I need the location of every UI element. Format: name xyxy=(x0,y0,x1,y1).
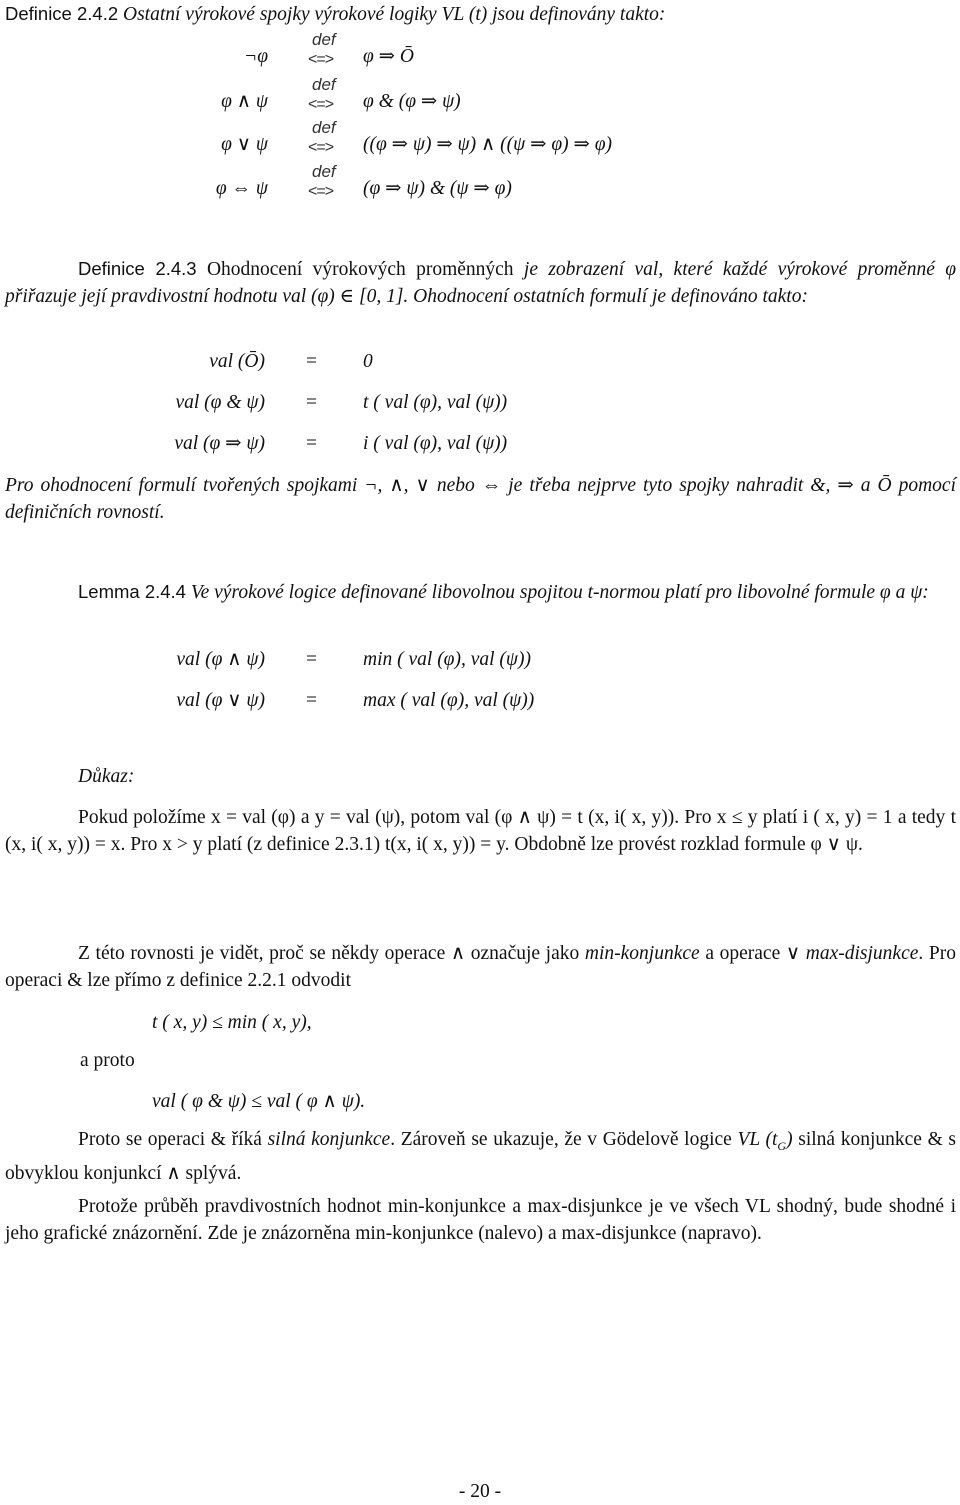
eq-sign: = xyxy=(306,351,317,372)
def-equivalence-symbol: def <=> xyxy=(308,118,336,156)
inequality-t-min: t ( x, y) ≤ min ( x, y), xyxy=(152,1012,312,1033)
term-silna-konjunkce: silná konjunkce xyxy=(267,1129,391,1150)
eq-sign: = xyxy=(306,392,317,413)
def-row-disjunction xyxy=(0,118,960,158)
text: a operace ∨ xyxy=(699,943,806,964)
eq-left: val (Ō) xyxy=(209,351,265,372)
definition-note: Pro ohodnocení formulí tvořených spojkami ¬, ∧, ∨ nebo ⇔ je třeba nejprve tyto spojky nahradit &, ⇒ a Ō pomocí definičních rovností. xyxy=(5,475,956,523)
def-left: ¬φ xyxy=(244,46,268,67)
def-row-negation xyxy=(0,30,960,70)
paragraph-strong-conjunction xyxy=(5,1126,956,1187)
text: ) xyxy=(786,1129,793,1150)
eq-sign: = xyxy=(306,433,317,454)
def-right: φ ⇒ Ō xyxy=(363,46,414,67)
def-equivalence-symbol: def <=> xyxy=(308,30,336,68)
term-vl-tg: VL (t xyxy=(737,1129,778,1150)
def-row-equivalence xyxy=(0,162,960,202)
def-right: ((φ ⇒ ψ) ⇒ ψ) ∧ ((ψ ⇒ φ) ⇒ φ) xyxy=(363,134,613,155)
def-right: (φ ⇒ ψ) & (ψ ⇒ φ) xyxy=(363,178,512,199)
lemma-2-4-4 xyxy=(5,578,956,606)
a-proto-text: a proto xyxy=(80,1050,135,1071)
eq-right: max ( val (φ), val (ψ)) xyxy=(363,690,535,711)
eq-right: t ( val (φ), val (ψ)) xyxy=(363,392,508,413)
term-max-disjunkce: max-disjunkce xyxy=(805,943,919,964)
def-right: φ & (φ ⇒ ψ) xyxy=(363,91,461,112)
paragraph-min-max xyxy=(5,940,956,994)
eq-right: min ( val (φ), val (ψ)) xyxy=(363,649,532,670)
def-left: φ ∨ ψ xyxy=(221,134,268,155)
definition-label: Definice 2.4.3 xyxy=(78,258,197,279)
term-min-konjunkce: min-konjunkce xyxy=(584,943,700,964)
eq-right: 0 xyxy=(363,351,373,372)
eq-right: i ( val (φ), val (ψ)) xyxy=(363,433,508,454)
eq-sign: = xyxy=(306,649,317,670)
paragraph-graphics: Protože průběh pravdivostních hodnot min-konjunkce a max-disjunkce je ve všech VL shodný, bude shodné i jeho grafické znázornění. Zde je znázorněna min-konjunkce (nalevo) a max-disjunkce (napravo). xyxy=(5,1196,956,1244)
val-eq-row xyxy=(0,389,960,416)
eq-left: val (φ & ψ) xyxy=(175,392,265,413)
proof-label: Důkaz: xyxy=(78,766,135,787)
def-left: φ ⇔ ψ xyxy=(215,178,268,199)
text: silná konjunkce & s obvyklou konjunkcí ∧ splývá. xyxy=(5,1129,956,1184)
lemma-label: Lemma 2.4.4 xyxy=(78,581,186,602)
eq-sign: = xyxy=(306,690,317,711)
definition-term: Ohodnocení výrokových proměnných xyxy=(196,259,524,280)
def-left: φ ∧ ψ xyxy=(221,91,268,112)
lemma-eq-row xyxy=(0,646,960,673)
definition-label: Definice 2.4.2 xyxy=(5,3,119,24)
eq-left: val (φ ⇒ ψ) xyxy=(174,433,265,454)
page-number: - 20 - xyxy=(458,1481,502,1502)
definition-2-4-2-heading xyxy=(5,0,956,28)
val-eq-row xyxy=(0,430,960,457)
definition-text: Ostatní výrokové spojky výrokové logiky VL (t) jsou definovány takto: xyxy=(118,4,666,25)
eq-left: val (φ ∧ ψ) xyxy=(176,649,265,670)
proof-text: Pokud položíme x = val (φ) a y = val (ψ), potom val (φ ∧ ψ) = t (x, i( x, y)). Pro x ≤ y platí i ( x, y) = 1 a tedy t (x, i( x, y)) = x. Pro x > y platí (z definice 2.3.1) t(x, i( x, y)) = y. Obdobně lze provést rozklad formule φ ∨ ψ. xyxy=(5,807,956,855)
def-equivalence-symbol: def <=> xyxy=(308,75,336,113)
inequality-val: val ( φ & ψ) ≤ val ( φ ∧ ψ). xyxy=(152,1091,366,1112)
text: Z této rovnosti je vidět, proč se někdy operace ∧ označuje jako xyxy=(78,943,585,964)
def-row-conjunction xyxy=(0,75,960,115)
eq-left: val (φ ∨ ψ) xyxy=(176,690,265,711)
text: . Zároveň se ukazuje, že v Gödelově logice xyxy=(390,1129,738,1150)
definition-text: je zobrazení val, které každé výrokové proměnné φ přiřazuje její pravdivostní hodnotu val (φ) ∈ [0, 1]. Ohodnocení ostatních formulí je definováno takto: xyxy=(5,259,956,307)
text: . Pro operaci & lze přímo z definice 2.2.1 odvodit xyxy=(5,943,956,991)
lemma-eq-row xyxy=(0,687,960,714)
def-equivalence-symbol: def <=> xyxy=(308,162,336,200)
val-eq-row xyxy=(0,348,960,375)
subscript-g: G xyxy=(777,1138,787,1153)
text: Proto se operaci & říká xyxy=(78,1129,268,1150)
definition-2-4-3 xyxy=(5,255,956,310)
lemma-text: Ve výrokové logice definované libovolnou spojitou t-normou platí pro libovolné formule φ a ψ: xyxy=(185,582,929,603)
